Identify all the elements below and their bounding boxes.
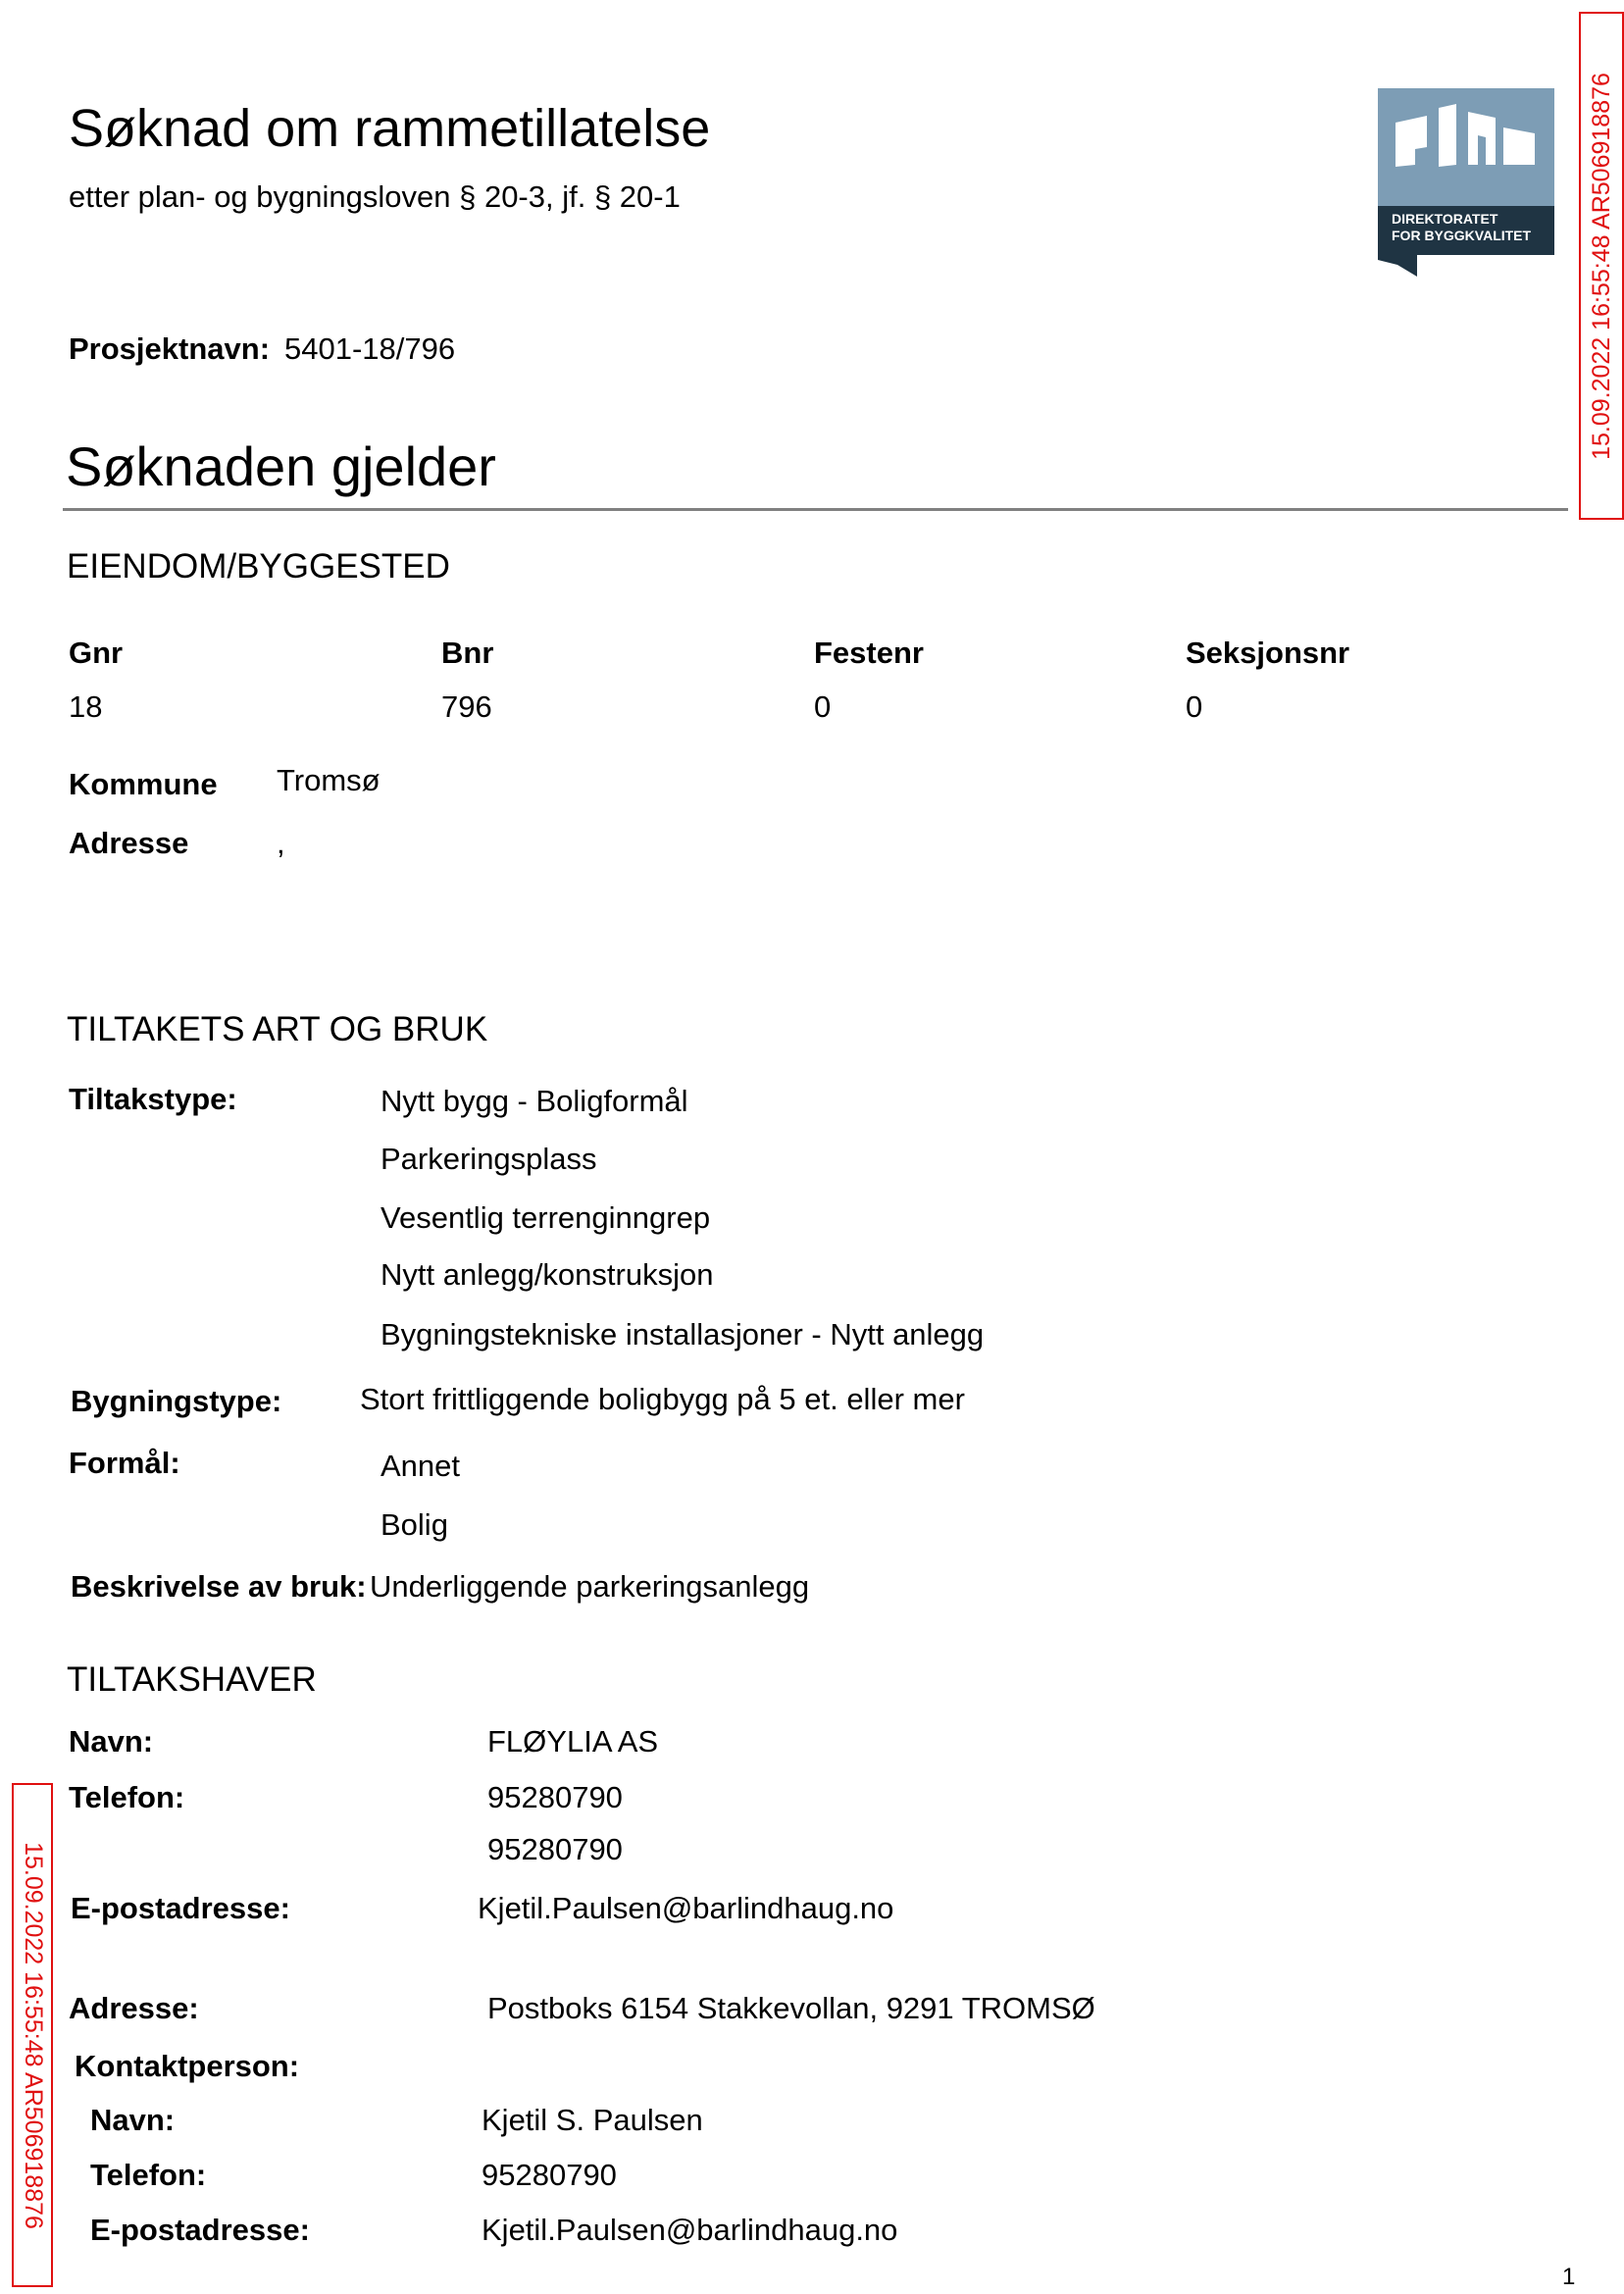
section-title: Søknaden gjelder	[66, 435, 496, 497]
bnr-value: 796	[441, 689, 492, 724]
adresse-label: Adresse	[69, 826, 189, 860]
adresse-value: ,	[277, 826, 285, 860]
tiltakshaver-epost-value: Kjetil.Paulsen@barlindhaug.no	[478, 1891, 894, 1925]
page-number: 1	[1562, 2264, 1576, 2290]
bnr-label: Bnr	[441, 636, 494, 670]
timestamp-stamp-left	[12, 1783, 53, 2287]
logo-text-1: DIREKTORATET	[1392, 211, 1498, 227]
tiltakstype-item: Vesentlig terrenginngrep	[381, 1200, 711, 1235]
tiltakshaver-navn-value: FLØYLIA AS	[487, 1724, 659, 1759]
tiltakshaver-heading: TILTAKSHAVER	[67, 1660, 317, 1699]
kontakt-navn-value: Kjetil S. Paulsen	[482, 2103, 703, 2137]
kontakt-telefon-label: Telefon:	[90, 2158, 207, 2192]
page-title: Søknad om rammetillatelse	[69, 99, 711, 158]
logo-text-2: FOR BYGGKVALITET	[1392, 228, 1532, 243]
formal-item: Bolig	[381, 1507, 448, 1542]
tiltakshaver-telefon-value: 95280790	[487, 1780, 623, 1814]
kontaktperson-label: Kontaktperson:	[75, 2049, 300, 2083]
section-divider	[63, 508, 1568, 511]
kontakt-epost-label: E-postadresse:	[90, 2213, 310, 2247]
tiltakshaver-navn-label: Navn:	[69, 1724, 154, 1759]
gnr-label: Gnr	[69, 636, 124, 670]
project-name-label: Prosjektnavn:	[69, 331, 271, 366]
tiltakshaver-telefon-label: Telefon:	[69, 1780, 185, 1814]
formal-label: Formål:	[69, 1446, 180, 1480]
kommune-value: Tromsø	[277, 763, 381, 797]
tiltakstype-item: Parkeringsplass	[381, 1142, 597, 1176]
tiltakshaver-telefon-value: 95280790	[487, 1832, 623, 1866]
bygningstype-value: Stort frittliggende boligbygg på 5 et. eller mer	[360, 1382, 965, 1416]
kommune-label: Kommune	[69, 767, 218, 801]
dibk-logo	[1378, 88, 1554, 277]
bygningstype-label: Bygningstype:	[71, 1384, 282, 1418]
tiltak-heading: TILTAKETS ART OG BRUK	[67, 1010, 488, 1048]
timestamp-stamp-top	[1579, 12, 1624, 520]
stamp-text-top: 15.09.2022 16:55:48 AR506918876	[1587, 72, 1615, 460]
tiltakstype-item: Bygningstekniske installasjoner - Nytt anlegg	[381, 1317, 985, 1351]
tiltakshaver-adresse-label: Adresse:	[69, 1991, 199, 2025]
tiltakstype-label: Tiltakstype:	[69, 1082, 237, 1116]
seksjonsnr-value: 0	[1186, 689, 1203, 724]
festenr-label: Festenr	[814, 636, 924, 670]
project-name-value: 5401-18/796	[284, 331, 456, 366]
tiltakstype-item: Nytt anlegg/konstruksjon	[381, 1257, 714, 1292]
formal-item: Annet	[381, 1449, 461, 1483]
stamp-text-left: 15.09.2022 16:55:48 AR506918876	[19, 1841, 47, 2229]
kontakt-navn-label: Navn:	[90, 2103, 176, 2137]
kontakt-epost-value: Kjetil.Paulsen@barlindhaug.no	[482, 2213, 898, 2247]
seksjonsnr-label: Seksjonsnr	[1186, 636, 1350, 670]
page-subtitle: etter plan- og bygningsloven § 20-3, jf. § 20-1	[69, 179, 681, 214]
beskrivelse-value: Underliggende parkeringsanlegg	[370, 1569, 810, 1604]
tiltakstype-item: Nytt bygg - Boligformål	[381, 1084, 688, 1118]
beskrivelse-label: Beskrivelse av bruk:	[71, 1569, 367, 1604]
kontakt-telefon-value: 95280790	[482, 2158, 617, 2192]
festenr-value: 0	[814, 689, 832, 724]
gnr-value: 18	[69, 689, 103, 724]
tiltakshaver-epost-label: E-postadresse:	[71, 1891, 290, 1925]
tiltakshaver-adresse-value: Postboks 6154 Stakkevollan, 9291 TROMSØ	[487, 1991, 1095, 2025]
property-heading: EIENDOM/BYGGESTED	[67, 547, 450, 586]
